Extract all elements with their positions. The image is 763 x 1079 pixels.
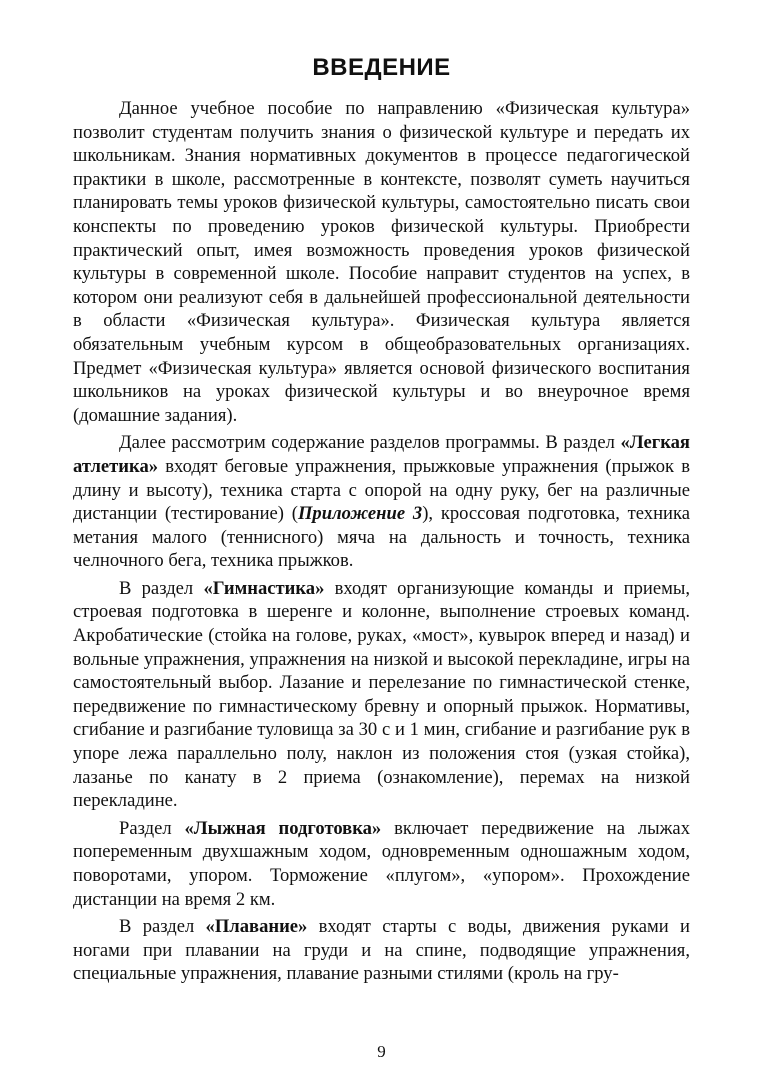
page-number: 9 [377,1042,386,1061]
paragraph-text: В раздел [119,916,206,938]
paragraph-intro: Данное учебное пособие по направлению «Физическая культура» позволит студентам получить знания о физической культуре и передать их школьникам. Знания нормативных документов в процессе педагогической практики в школе, рассмотренные в контексте, позволят суметь научиться планировать темы уроков физической культуры, самостоятельно писать свои конспекты по проведению уроков физической культуры. Приобрести практический опыт, имея возможность проведения уроков физической культуры в современной школе. Пособие направит студентов на успех, в котором они реализуют себя в дальнейшей профессиональной деятельности в области «Физическая культура». Физическая культура является обязательным учебным курсом в общеобразовательных организациях. Предмет «Физическая культура» является основой физического воспитания школьников на уроках физической культуры и во внеурочное время (домашние задания). [73,98,690,426]
paragraph-text: входят старты с воды, движения руками и ногами при плавании на груди и на спине, подводящие упражнения, специальные упражнения, плавание разными стилями (кроль на гру- [73,916,691,985]
paragraph-text: ), кроссовая подготовка, техника метания малого (теннисного) мяча на дальность и точность, техника челночного бега, техника прыжков. [73,503,690,572]
paragraph-text: Далее рассмотрим содержание разделов программы. В раздел [119,432,621,454]
paragraph-athletics [73,431,690,573]
section-name-swimming: «Плавание» [205,916,308,938]
paragraph-text: входят беговые упражнения, прыжковые упражнения (прыжок в длину и высоту), техника старта с опорой на одну руку, бег на различные дистанции (тестирование) ( [73,455,690,525]
section-name-athletics: «Легкая атлетика» [73,432,690,477]
paragraph-text: В раздел [119,577,204,599]
document-body [73,97,690,990]
appendix-reference: Приложение 3 [297,503,423,525]
paragraph-text: Раздел [119,817,185,839]
paragraph-swimming [73,915,690,986]
paragraph-skiing [73,817,690,911]
paragraph-text: включает передвижение на лыжах попеременным двухшажным ходом, одновременным одношажным ходом, поворотами, упором. Торможение «плугом», «упором». Прохождение дистанции на время 2 км. [73,817,690,910]
paragraph-text: входят организующие команды и приемы, строевая подготовка в шеренге и колонне, выполнение строевых команд. Акробатические (стойка на голове, руках, «мост», кувырок вперед и назад) и вольные упражнения, упражнения на низкой и высокой перекладине, игры на самостоятельный выбор. Лазание и перелезание по гимнастической стенке, передвижение по гимнастическому бревну и опорный прыжок. Нормативы, сгибание и разгибание туловища за 30 с и 1 мин, сгибание и разгибание рук в упоре лежа параллельно полу, наклон из положения стоя (узкая стойка), лазанье по канату в 2 приема (ознакомление), перемах на низкой перекладине. [73,577,691,812]
section-name-gymnastics: «Гимнастика» [203,577,325,599]
page-title: ВВЕДЕНИЕ [312,54,451,81]
paragraph-gymnastics [73,577,690,813]
section-name-skiing: «Лыжная подготовка» [184,817,382,839]
